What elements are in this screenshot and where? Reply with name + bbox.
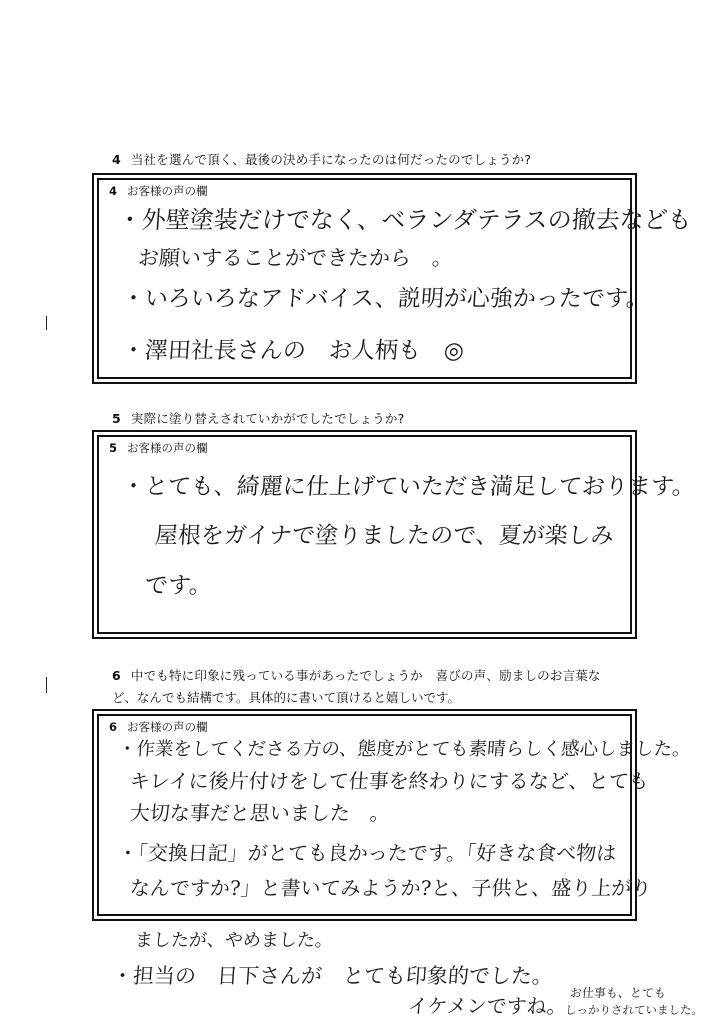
scan-mark — [46, 677, 47, 693]
box-label — [109, 183, 208, 199]
handwritten-line: ましたが、やめました。 — [134, 930, 334, 951]
handwritten-line: お願いすることができたから 。 — [137, 246, 454, 270]
scan-mark — [46, 316, 47, 330]
handwritten-line: ・作業をしてくださる方の、態度がとても素晴らしく感心しました。 — [117, 739, 692, 760]
question-6-continued: ど、なんでも結構です。具体的に書いて頂けると嬉しいです。 — [112, 690, 461, 705]
handwritten-line: です。 — [143, 573, 213, 599]
box-label-text: お客様の声の欄 — [127, 720, 208, 734]
box-number: 6 — [109, 720, 118, 734]
question-text: 実際に塗り替えされていかがでしたでしょうか? — [130, 411, 405, 426]
handwritten-line: ・「交換日記」がとても良かったです。「好きな食べ物は — [117, 841, 618, 865]
question-5 — [112, 409, 404, 427]
handwritten-line: しっかりされていました。 — [564, 1003, 704, 1017]
box-number: 5 — [109, 441, 118, 455]
question-4 — [112, 150, 531, 168]
box-label — [109, 719, 208, 735]
handwritten-line: キレイに後片付けをして仕事を終わりにするなど、とても — [129, 769, 650, 793]
question-6 — [112, 666, 601, 684]
handwritten-line: なんですか?」と書いてみようか?と、子供と、盛り上がり — [129, 876, 653, 900]
question-number: 4 — [112, 152, 121, 167]
handwritten-line: ・いろいろなアドバイス、説明が心強かったです。 — [120, 286, 650, 312]
handwritten-line: 大切な事だと思いました 。 — [129, 801, 391, 825]
handwritten-line: 屋根をガイナで塗りましたので、夏が楽しみ — [153, 523, 615, 549]
question-text: 中でも特に印象に残っている事があったでしょうか 喜びの声、励ましのお言葉な — [130, 668, 601, 683]
handwritten-line: ・とても、綺麗に仕上げていただき満足しております。 — [120, 474, 696, 500]
box-number: 4 — [109, 184, 118, 198]
box-label — [109, 440, 208, 456]
question-number: 5 — [112, 411, 121, 426]
question-text: 当社を選んで頂く、最後の決め手になったのは何だったのでしょうか? — [130, 152, 532, 167]
question-number: 6 — [112, 668, 121, 683]
handwritten-line: ・澤田社長さんの お人柄も ◎ — [120, 338, 465, 364]
handwritten-line: お仕事も、とても — [569, 986, 667, 1000]
box-label-text: お客様の声の欄 — [127, 441, 208, 455]
handwritten-line: ・担当の 日下さんが とても印象的でした。 — [111, 964, 554, 988]
box-label-text: お客様の声の欄 — [127, 184, 208, 198]
handwritten-line: ・外壁塗装だけでなく、ベランダテラスの撤去なども — [116, 206, 693, 234]
handwritten-line: イケメンですね。 — [407, 994, 568, 1018]
